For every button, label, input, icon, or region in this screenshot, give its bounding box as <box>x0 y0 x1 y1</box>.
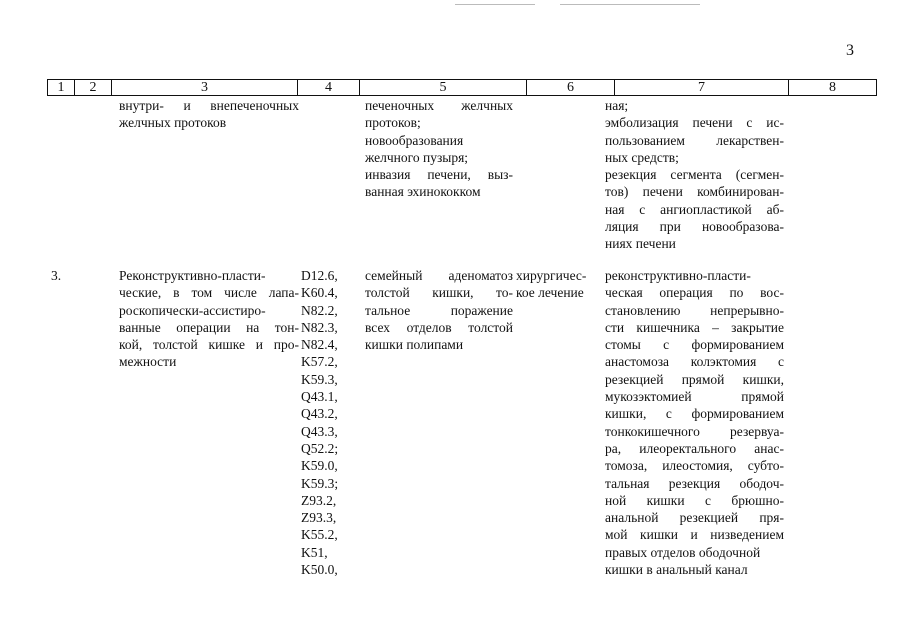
icd-code: K51, <box>301 544 328 560</box>
text-line: протоков; <box>365 115 421 131</box>
text-line: стомы с формированием <box>605 337 784 353</box>
text-line: кишки, с формированием <box>605 406 784 422</box>
text-line: инвазия печени, выз- <box>365 167 513 183</box>
text-line: ниях печени <box>605 236 676 252</box>
text-line: ческие, в том числе лапа- <box>119 285 299 301</box>
icd-code: K59.0, <box>301 458 338 474</box>
text-line: межности <box>119 354 177 370</box>
text-line: правых отделов ободочной <box>605 544 761 560</box>
icd-code: K59.3; <box>301 475 339 491</box>
icd-code: Q43.2, <box>301 406 338 422</box>
text-line: реконструктивно-пласти- <box>605 268 751 283</box>
header-col-7: 7 <box>615 80 789 96</box>
text-line: толстой кишки, то- <box>365 285 513 301</box>
text-line: кое лечение <box>516 285 584 301</box>
text-line: ной кишки с брюшно- <box>605 492 784 508</box>
text-line: внутри- и внепеченочных <box>119 98 299 113</box>
icd-code: N82.3, <box>301 319 338 335</box>
text-line: кишки в анальный канал <box>605 562 748 578</box>
text-line: Реконструктивно-пласти- <box>119 268 266 283</box>
icd-code: Z93.2, <box>301 492 337 508</box>
continued-row-col7 <box>605 97 784 253</box>
text-line: ляция при новообразова- <box>605 219 784 235</box>
icd-code: Q43.3, <box>301 423 338 439</box>
icd-code: K50.0, <box>301 562 338 578</box>
text-line: резекцией прямой кишки, <box>605 371 784 387</box>
row-3-number: 3. <box>51 268 62 283</box>
header-col-2: 2 <box>75 80 112 96</box>
row-3-col4-icd-codes <box>301 267 361 578</box>
row-3-col5-diagnosis <box>365 267 513 353</box>
text-line: тальная резекция ободоч- <box>605 475 784 491</box>
text-line: эмболизация печени с ис- <box>605 115 784 131</box>
text-line: анальной резекцией пря- <box>605 510 784 526</box>
text-line: анастомоза колэктомия с <box>605 354 784 370</box>
text-line: ческая операция по вос- <box>605 285 784 301</box>
icd-code: K60.4, <box>301 285 338 301</box>
text-line: роскопически-ассистиро- <box>119 302 266 318</box>
header-col-3: 3 <box>112 80 298 96</box>
text-line: становлению непрерывно- <box>605 302 784 318</box>
header-col-4: 4 <box>298 80 360 96</box>
text-line: тов) печени комбинирован- <box>605 184 784 200</box>
icd-code: D12.6, <box>301 268 338 283</box>
continued-row-col3 <box>119 97 299 132</box>
text-line: всех отделов толстой <box>365 319 513 335</box>
scan-artifact-line <box>560 4 700 5</box>
icd-code: Q52.2; <box>301 440 339 456</box>
row-3-col6-treatment-type <box>516 267 600 302</box>
text-line: хирургичес- <box>516 268 587 283</box>
icd-code: K59.3, <box>301 371 338 387</box>
scan-artifact-line <box>455 4 535 5</box>
text-line: ная с ангиопластикой аб- <box>605 201 784 217</box>
text-line: ра, илеоректального анас- <box>605 440 784 456</box>
row-3-col3-procedure-group <box>119 267 299 371</box>
text-line: кой, толстой кишке и про- <box>119 337 299 353</box>
text-line: мукозэктомией прямой <box>605 389 784 405</box>
column-number-header <box>47 79 877 96</box>
text-line: ная; <box>605 98 629 113</box>
header-col-6: 6 <box>527 80 615 96</box>
page-number: 3 <box>846 42 854 59</box>
text-line: тальное поражение <box>365 302 513 318</box>
header-col-1: 1 <box>48 80 75 96</box>
icd-code: N82.2, <box>301 302 338 318</box>
text-line: кишки полипами <box>365 337 464 353</box>
text-line: тонкокишечного резервуа- <box>605 423 784 439</box>
icd-code: K55.2, <box>301 527 338 543</box>
icd-code: K57.2, <box>301 354 338 370</box>
text-line: томоза, илеостомия, субто- <box>605 458 784 474</box>
text-line: желчных протоков <box>119 115 227 131</box>
text-line: мой кишки и низведением <box>605 527 784 543</box>
row-3-col7-treatment-method <box>605 267 784 578</box>
text-line: ных средств; <box>605 149 679 165</box>
text-line: сти кишечника – закрытие <box>605 319 784 335</box>
text-line: печеночных желчных <box>365 98 513 113</box>
text-line: семейный аденоматоз <box>365 268 513 283</box>
icd-code: Z93.3, <box>301 510 337 526</box>
continued-row-col5 <box>365 97 513 201</box>
text-line: ванные операции на тон- <box>119 319 299 335</box>
text-line: желчного пузыря; <box>365 149 469 165</box>
text-line: резекция сегмента (сегмен- <box>605 167 784 183</box>
icd-code: N82.4, <box>301 337 338 353</box>
text-line: новообразования <box>365 132 464 148</box>
text-line: ванная эхинококком <box>365 184 481 200</box>
header-col-8: 8 <box>789 80 877 96</box>
icd-code: Q43.1, <box>301 389 338 405</box>
header-col-5: 5 <box>360 80 527 96</box>
text-line: пользованием лекарствен- <box>605 132 784 148</box>
